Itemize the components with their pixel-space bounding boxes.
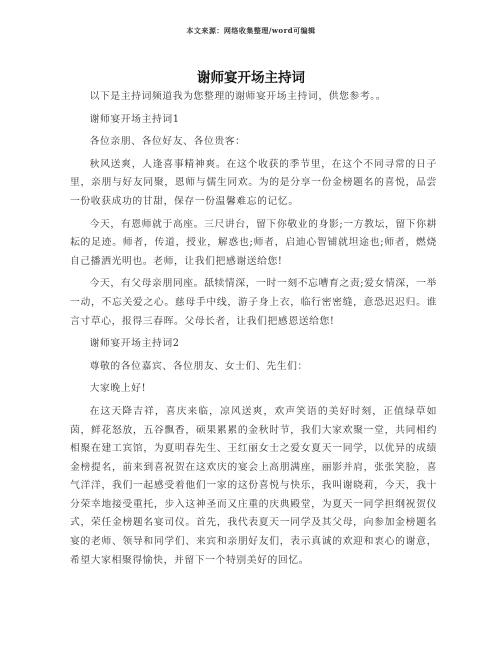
section-heading-2: 谢师宴开场主持词2 [89,338,180,350]
greeting-paragraph: 各位亲朋、各位好友、各位贵客： [89,136,246,148]
body-paragraph: 秋风送爽，人逢喜事精神爽。在这个收获的季节里，在这个不同寻常的日子里，亲朋与好友同聚，恩师与儒生同欢。为的是分享一份金榜题名的喜悦，品尝一份收获成功的甘甜，保存一份温馨难忘的记忆。 [70,158,437,207]
greeting-paragraph: 尊敬的各位嘉宾、各位朋友、女士们、先生们： [89,360,308,372]
document-body [70,88,437,574]
body-paragraph: 今天，有父母亲朋同座。舐犊情深，一时一刻不忘嘈育之责;爱女情深，一举一动，不忘关爱之心。慈母手中线，游子身上衣，临行密密缝，意恐迟迟归。谁言寸草心，报得三春晖。父母长者，让我们把感恩送给您! [70,278,437,327]
body-paragraph: 今天，有恩师就于高座。三尺讲台，留下你敬业的身影;一方教坛，留下你耕耘的足迹。师者，传道，授业，解惑也;师者，启迪心智铺就坦途也;师者，燃烧自己播洒光明也。老师，让我们把感谢送给您! [70,218,437,267]
body-paragraph: 在这天降吉祥，喜庆来临，凉风送爽，欢声笑语的美好时刻，正值绿草如茵，鲜花怒放，五谷飘香，硕果累累的金秋时节，我们大家欢聚一堂，共同相约相聚在建工宾馆，为夏明春先生、王红丽女士之爱女夏天一同学，以优异的成绩金榜提名，前来到喜祝贺在这欢庆的宴会上高朋满座，丽影并肩，张张笑脸，喜气洋洋，我们一起感受着他们一家的这份喜悦与快乐，我叫谢晓莉，今天，我十分荣幸地接受重托，步入这神圣而又庄重的庆典殿堂，为夏天一同学担纲祝贺仪式，荣任金榜题名宴司仪。首先，我代表夏天一同学及其父母，向参加金榜题名宴的老师、领导和同学们、来宾和亲朋好友们，表示真诚的欢迎和衷心的谢意，希望大家相聚得愉快，并留下一个特别美好的回忆。 [70,405,437,566]
document-title: 谢师宴开场主持词 [197,70,305,86]
source-note: 本文来源：网络收集整理/word可编辑 [186,26,316,35]
greeting-paragraph: 大家晚上好! [89,383,147,395]
section-heading-1: 谢师宴开场主持词1 [89,113,180,125]
intro-paragraph: 以下是主持词频道我为您整理的谢师宴开场主持词，供您参考。。 [89,91,387,102]
